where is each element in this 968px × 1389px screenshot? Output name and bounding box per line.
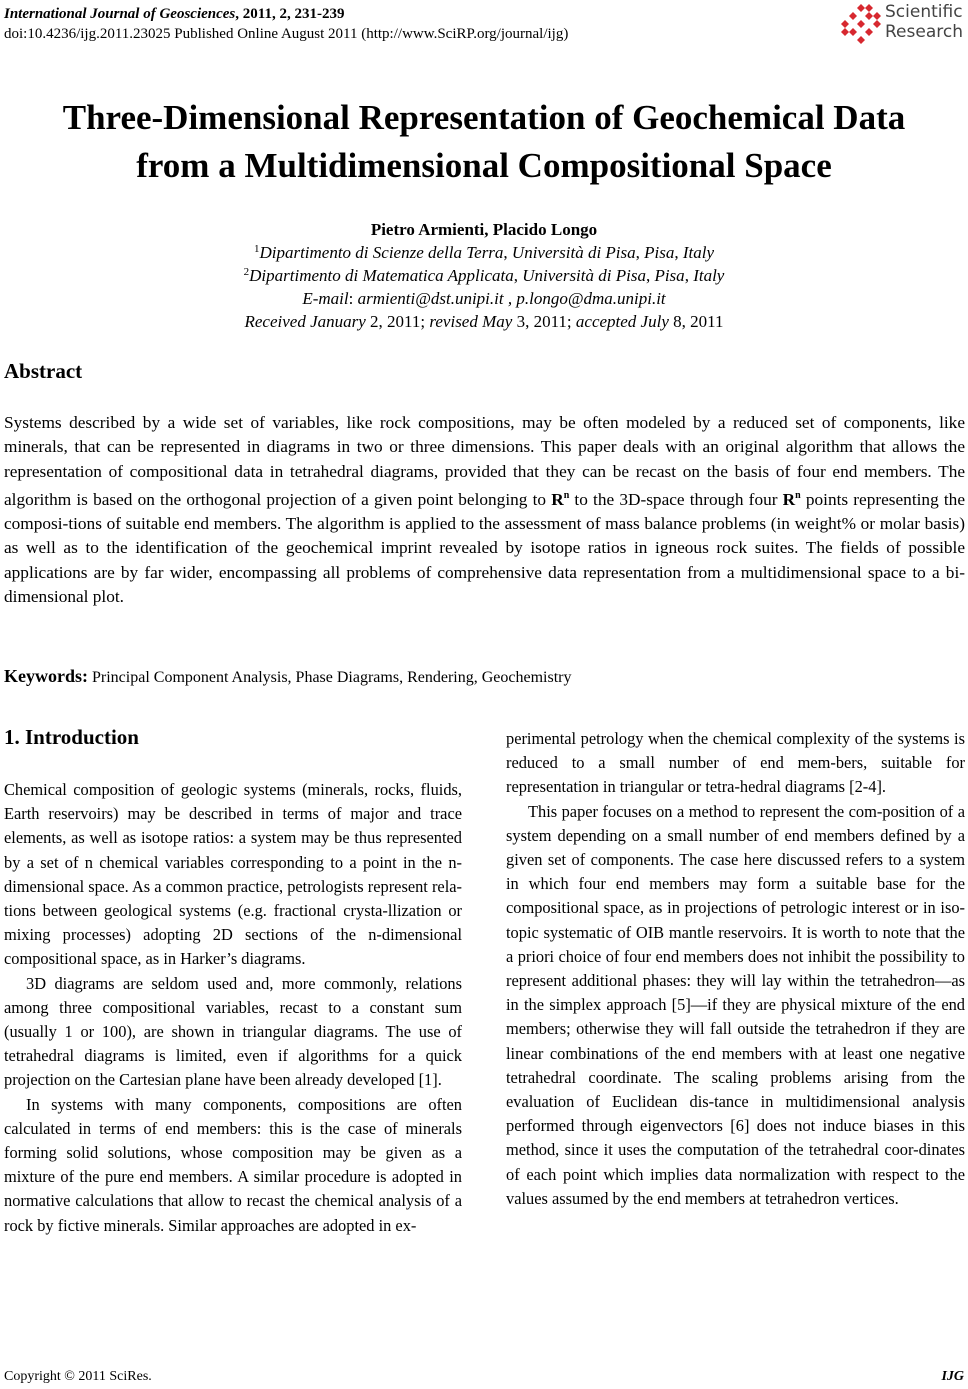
footer-copyright: Copyright © 2011 SciRes.	[4, 1369, 152, 1384]
affiliation-2: $^2$Dipartimento di Matematica Applicata, Università di Pisa, Pisa, Italy	[243, 266, 725, 285]
paragraph: This paper focuses on a method to represent the com-position of a system depending on a small number of end members defined by a given set of components. The case here discussed refers to a system in which four end members may form a suitable base for the compositional space, as in projections of petrologic interest or in iso-topic systematic of OIB mantle reservoirs. It is worth to note that the a priori choice of four end members does not inhibit the possibility to represent additional phases: they will lay within the tetrahedron—as in the simplex approach [5]—if they are physical mixture of the end members; otherwise they will fall outside the tetrahedron if they are linear combinations of the end members with at least one negative tetrahedral coordinate. The scaling problems arising from the evaluation of Euclidean dis-tance in multidimensional analysis performed through eigenvectors [6] does not induce biases in this method, since it uses the computation of the tetrahedral coor-dinates of each point which implies data normalization with respect to the values assumed by the end members at tetrahedron vertices.	[506, 801, 965, 1208]
rn-symbol: $R^n$	[551, 489, 570, 509]
rn-symbol: $R^n$	[782, 489, 801, 509]
footer-journal-abbr: IJG	[941, 1369, 964, 1384]
logo-text-line1: Scientific	[885, 2, 963, 22]
section-heading-introduction: 1. Introduction	[4, 725, 139, 749]
paper-title-line2: from a Multidimensional Compositional Space	[136, 146, 832, 185]
logo-diamond	[873, 12, 881, 20]
paper-title	[0, 94, 968, 190]
author-names: Pietro Armienti, Placido Longo	[370, 220, 598, 239]
paragraph: In systems with many components, compositions are often calculated in terms of end members: this is the case of minerals forming solid solutions, whose composition may be given as a mixture of the pure end members. A similar procedure is adopted in normative calculations that allow to recast the chemical analysis of a rock by fictive minerals. Similar approaches are adopted in ex-	[4, 1094, 462, 1235]
journal-line	[4, 4, 568, 24]
abstract-text: Systems described by a wide set of variables, like rock compositions, may be often modeled by a reduced set of components, like minerals, that can be represented in diagrams in two or three dimensions. This paper deals with an original algorithm that allows the representation of compositional data in tetrahedral diagrams, provided that they can be recast on the basis of four end members. The algorithm is based on the orthogonal projection of a given point belonging to $R^n$ to the 3D-space through four $R^n$ points representing the composi-tions of suitable end members. The algorithm is applied to the assessment of mass balance problems (in weight% or molar basis) as well as to the identification of the geochemical imprint revealed by isotope ratios in igneous rock suites. The fields of possible applications are by far wider, encompassing all problems of comprehensive data representation from a multidimensional space to a bi-dimensional plot.	[4, 413, 965, 606]
affiliation-1: $^1$Dipartimento di Scienze della Terra, Università di Pisa, Pisa, Italy	[253, 243, 715, 262]
paper-title-line1: Three-Dimensional Representation of Geochemical Data	[62, 98, 906, 137]
logo-diamond	[857, 36, 865, 44]
logo-diamond	[849, 12, 857, 20]
logo-diamond	[857, 4, 865, 12]
dates-line: Received January 2, 2011; revised May 3, 2011; accepted July 8, 2011	[244, 312, 724, 331]
logo-text-line2: Research	[885, 22, 963, 42]
doi-line: doi:10.4236/ijg.2011.23025 Published Online August 2011 (http://www.SciRP.org/journal/ijg)	[4, 26, 569, 42]
author-block	[0, 218, 968, 333]
paragraph: 3D diagrams are seldom used and, more commonly, relations among three compositional variables, recast to a constant sum (usually 1 or 100), are shown in triangular diagrams. The use of tetrahedral diagrams is limited, even if algorithms for a quick projection on the Cartesian plane have been already developed [1].	[4, 973, 462, 1090]
email-line: E-mail: armienti@dst.unipi.it , p.longo@dma.unipi.it	[302, 289, 666, 308]
publisher-logo-icon	[839, 2, 883, 46]
page-header	[4, 4, 568, 44]
logo-diamond	[857, 20, 865, 28]
left-column	[4, 778, 462, 1238]
journal-issue: , 2011, 2, 231-239	[235, 6, 345, 22]
paragraph: perimental petrology when the chemical complexity of the systems is reduced to a small number of end mem-bers, suitable for representation in triangular or tetra-hedral diagrams [2-4].	[506, 729, 965, 797]
abstract-heading: Abstract	[4, 359, 83, 383]
logo-diamond	[865, 12, 873, 20]
affiliation-1-number: 1	[253, 243, 260, 255]
logo-diamond	[865, 28, 873, 36]
logo-diamond	[849, 28, 857, 36]
paragraph: Chemical composition of geologic systems (minerals, rocks, fluids, Earth reservoirs) may be described in terms of major and trace elements, as well as isotope ratios: a system may be thus represented by a set of n chemical variables corresponding to a point in the n-dimensional space. As a common practice, petrologists represent rela-tions between geological systems (e.g. fractional crysta-llization or mixing processes) adopting 2D sections of the n-dimensional compositional space, as in Harker’s diagrams.	[4, 780, 462, 969]
logo-diamond	[841, 28, 849, 36]
logo-diamond	[865, 4, 873, 12]
keywords-values: Principal Component Analysis, Phase Diagrams, Rendering, Geochemistry	[88, 669, 572, 686]
journal-name: International Journal of Geosciences	[4, 6, 236, 22]
publisher-logo	[839, 2, 964, 46]
keywords-line	[4, 666, 571, 687]
keywords-label: Keywords:	[4, 666, 88, 686]
email-addresses[interactable]: armienti@dst.unipi.it , p.longo@dma.unipi.it	[357, 289, 666, 308]
logo-diamond	[873, 20, 881, 28]
affiliation-2-number: 2	[243, 266, 250, 278]
logo-diamond	[841, 20, 849, 28]
right-column	[506, 727, 965, 1211]
